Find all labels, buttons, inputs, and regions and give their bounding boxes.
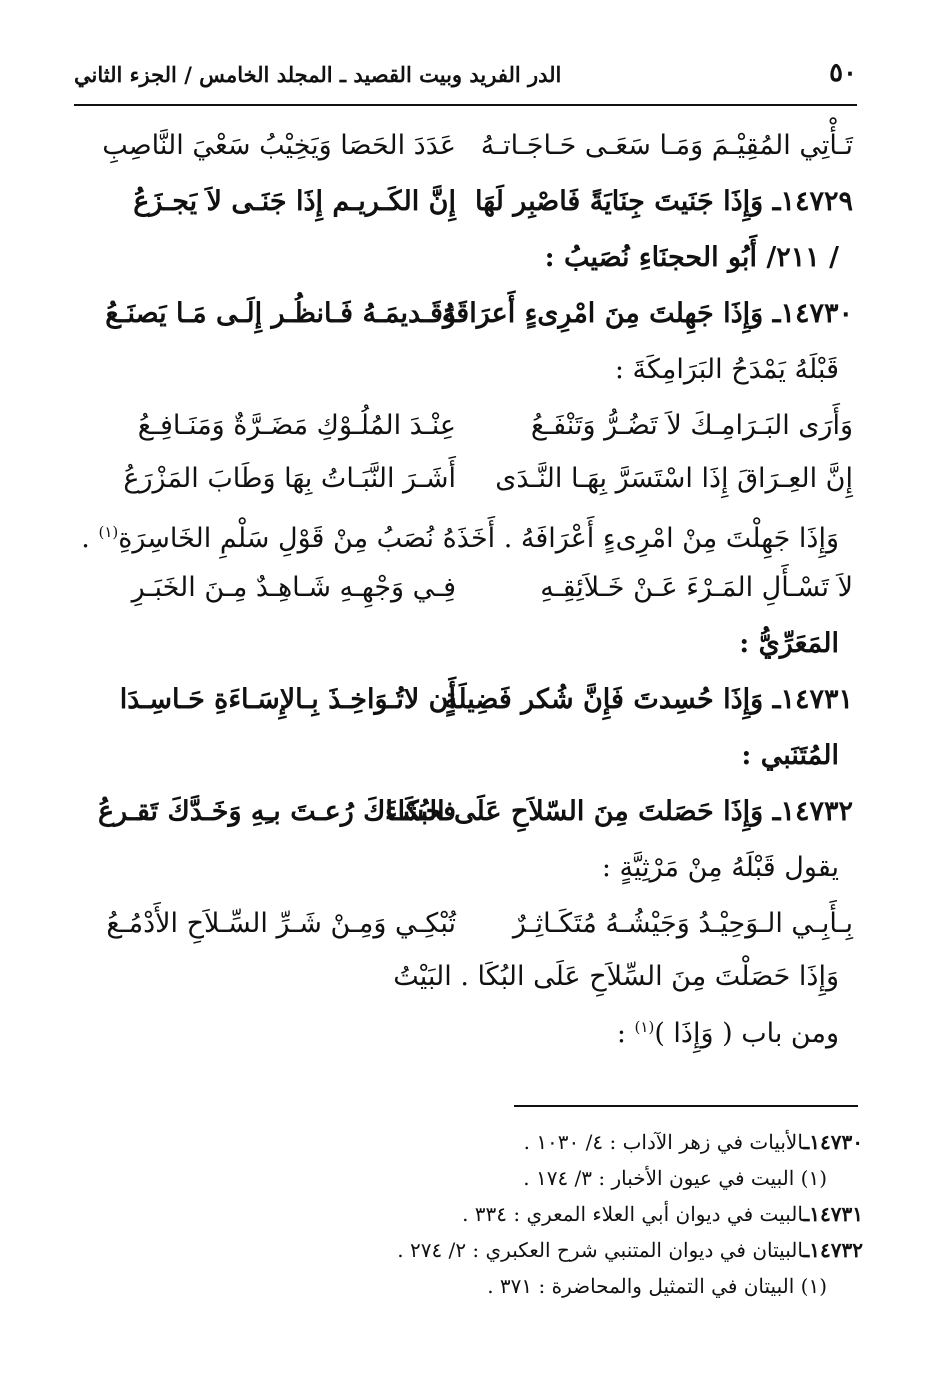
verse-second-hemistich: عَدَدَ الحَصَا وَيَخِيْبُ سَعْيَ النَّاصِبِ — [102, 130, 456, 161]
verse-first-hemistich — [441, 286, 853, 342]
verse-line — [96, 672, 853, 728]
footnote-marker[interactable]: (١) — [634, 1018, 655, 1036]
verse-second-hemistich: إِنَّ الكَـريـم إِذَا جَنَـى لاَ يَجـزَعُ — [133, 186, 456, 217]
footnote — [96, 1196, 863, 1232]
text-run: المَعَرِّيُّ : — [739, 628, 839, 659]
prose-line — [96, 230, 853, 286]
prose-text — [96, 728, 853, 784]
verse-first-hemistich — [493, 454, 853, 504]
footnote — [96, 1124, 863, 1160]
footnotes — [96, 1124, 863, 1304]
verse-line — [96, 174, 853, 230]
text-run: وَإِذَا حَصَلْتَ مِنَ السِّلاَحِ عَلَى البُكَا . البَيْتُ — [393, 961, 839, 992]
footnote-number: ١٤٧٣٢ـ — [803, 1238, 863, 1262]
hemistich-text: وَإِذَا حَصَلتَ مِنَ السّلاَحِ عَلَى البُكَاءَ — [384, 796, 764, 827]
verse-number: ١٤٧٣٢ـ — [763, 796, 853, 827]
prose-line — [96, 952, 853, 1002]
footnote-text: البيتان في ديوان المتنبي شرح العكبري : ٢/ ٢٧٤ . — [397, 1238, 804, 1262]
verse-first-hemistich — [384, 784, 853, 840]
header-rule — [74, 104, 857, 106]
verse-second-hemistich: أَشَـرَ النَّبَـاتُ بِهَا وَطَابَ المَزْرَعُ — [123, 463, 456, 494]
footnote-number: ١٤٧٣١ـ — [803, 1202, 863, 1226]
verse-second-hemistich: فِـي وَجْهِـهِ شَـاهِـدٌ مِـنَ الخَبَـرِ — [131, 572, 456, 603]
page-number: ٥٠ — [829, 58, 857, 88]
verse-first-hemistich — [480, 118, 853, 174]
footnote-text: الأبيات في زهر الآداب : ٤/ ١٠٣٠ . — [523, 1130, 804, 1154]
prose-text — [96, 616, 853, 672]
footnote-marker[interactable]: (١) — [98, 523, 119, 541]
prose-line — [96, 342, 853, 398]
prose-text — [96, 840, 853, 896]
footnote-rule — [514, 1105, 858, 1107]
text-run: قَبْلَهُ يَمْدَحُ البَرَامِكَةَ : — [614, 354, 839, 385]
verse-line — [96, 896, 853, 952]
hemistich-text: وَإِذَا حُسِدتَ فَإِنَّ شُكر فَضِيلَةٍ — [443, 684, 764, 715]
verse-line — [96, 398, 853, 454]
hemistich-text: وَأَرَى البَـرَامِـكَ لاَ تَضُـرُّ وَتَنْفَـعُ — [530, 410, 853, 441]
prose-line — [81, 504, 853, 560]
hemistich-text: بِـأَبِـي الـوَحِيْـدُ وَجَيْشُـهُ مُتَكَـاثِـرٌ — [512, 908, 853, 939]
verse-first-hemistich — [443, 672, 853, 728]
verse-second-hemistich: تُبْكِـي وَمِـنْ شَـرِّ السِّـلاَحِ الأَدْمُـعُ — [106, 908, 456, 939]
verse-first-hemistich — [493, 560, 853, 616]
prose-text — [81, 504, 853, 567]
footnote-number: ١٤٧٣٠ـ — [803, 1130, 863, 1154]
footnote — [96, 1160, 863, 1196]
footnote — [96, 1268, 863, 1304]
hemistich-text: وَإِذَا جَهِلتَ مِنَ امْرِىءٍ أَعرَاقَهُ — [441, 298, 764, 329]
text-tail: : — [616, 1018, 635, 1049]
verse-second-hemistich: عِنْـدَ المُلُـوْكِ مَضَـرَّةٌ وَمَنَـافِـعُ — [137, 410, 456, 441]
text-run: وَإِذَا جَهِلْتَ مِنْ امْرِىءٍ أَعْرَافَهُ . أَخَذَهُ نُصَبُ مِنْ قَوْلِ سَلْمِ الخَاسِرَةِ — [118, 523, 839, 554]
hemistich-text: لاَ تَسْـأَلِ المَـرْءَ عَـنْ خَـلاَئِقِـهِ — [540, 572, 853, 603]
prose-line — [96, 840, 853, 896]
prose-text — [96, 1002, 853, 1059]
text-tail: . — [81, 523, 99, 554]
prose-line — [96, 728, 853, 784]
hemistich-text: وَإِذَا جَنَيتَ جِنَايَةً فَاصْبِر لَهَا — [474, 186, 764, 217]
running-title: الدر الفريد وبيت القصيد ـ المجلد الخامس / الجزء الثاني — [74, 62, 562, 87]
footnote-text: البيت في ديوان أبي العلاء المعري : ٣٣٤ . — [462, 1202, 804, 1226]
verse-first-hemistich — [493, 398, 853, 454]
prose-line — [96, 1002, 853, 1052]
verse-number: ١٤٧٣٠ـ — [763, 298, 853, 329]
footnote-text: (١) البيتان في التمثيل والمحاضرة : ٣٧١ . — [487, 1274, 827, 1298]
hemistich-text: تَـأْتِي المُقِيْـمَ وَمَـا سَعَـى حَـاجَـاتـهُ — [480, 130, 853, 161]
verse-first-hemistich — [493, 896, 853, 952]
page-header — [74, 58, 857, 102]
text-run: المُتَنَبي : — [741, 740, 839, 771]
verse-second-hemistich: فحشَـاكَ رُعـتَ بـِهِ وَخَـدَّكَ تَقـرعُ — [97, 796, 456, 827]
verse-second-hemistich: وَقَـديمَـهُ فَـانظُـر إِلَـى مَـا يَصنَـعُ — [105, 298, 456, 329]
text-run: يقول قَبْلَهُ مِنْ مَرْثِيَّةٍ : — [601, 852, 839, 883]
verse-line — [96, 560, 853, 616]
prose-text — [96, 230, 853, 286]
text-run: ومن باب ( وَإِذَا ) — [654, 1018, 839, 1049]
verse-line — [96, 784, 853, 840]
verse-second-hemistich: أَن لاتُـوَاخِـذَ بِـالإِسَـاءَةِ حَـاسِـدَا — [119, 684, 456, 715]
verse-line — [96, 286, 853, 342]
footnote — [96, 1232, 863, 1268]
hemistich-text: إِنَّ العِـرَاقَ إِذَا اسْتَسَرَّ بِهَـا النَّـدَى — [495, 463, 853, 494]
prose-text — [96, 952, 853, 1002]
prose-line — [96, 616, 853, 672]
verse-number: ١٤٧٣١ـ — [763, 684, 853, 715]
footnote-text: (١) البيت في عيون الأخبار : ٣/ ١٧٤ . — [523, 1166, 827, 1190]
prose-text — [96, 342, 853, 398]
text-run: / ٢١١/ أَبُو الحجنَاءِ نُصَيبُ : — [544, 242, 839, 273]
verse-line — [96, 454, 853, 504]
verse-first-hemistich — [474, 174, 853, 230]
verse-line — [96, 118, 853, 174]
verse-number: ١٤٧٢٩ـ — [763, 186, 853, 217]
page-body — [81, 118, 853, 1052]
